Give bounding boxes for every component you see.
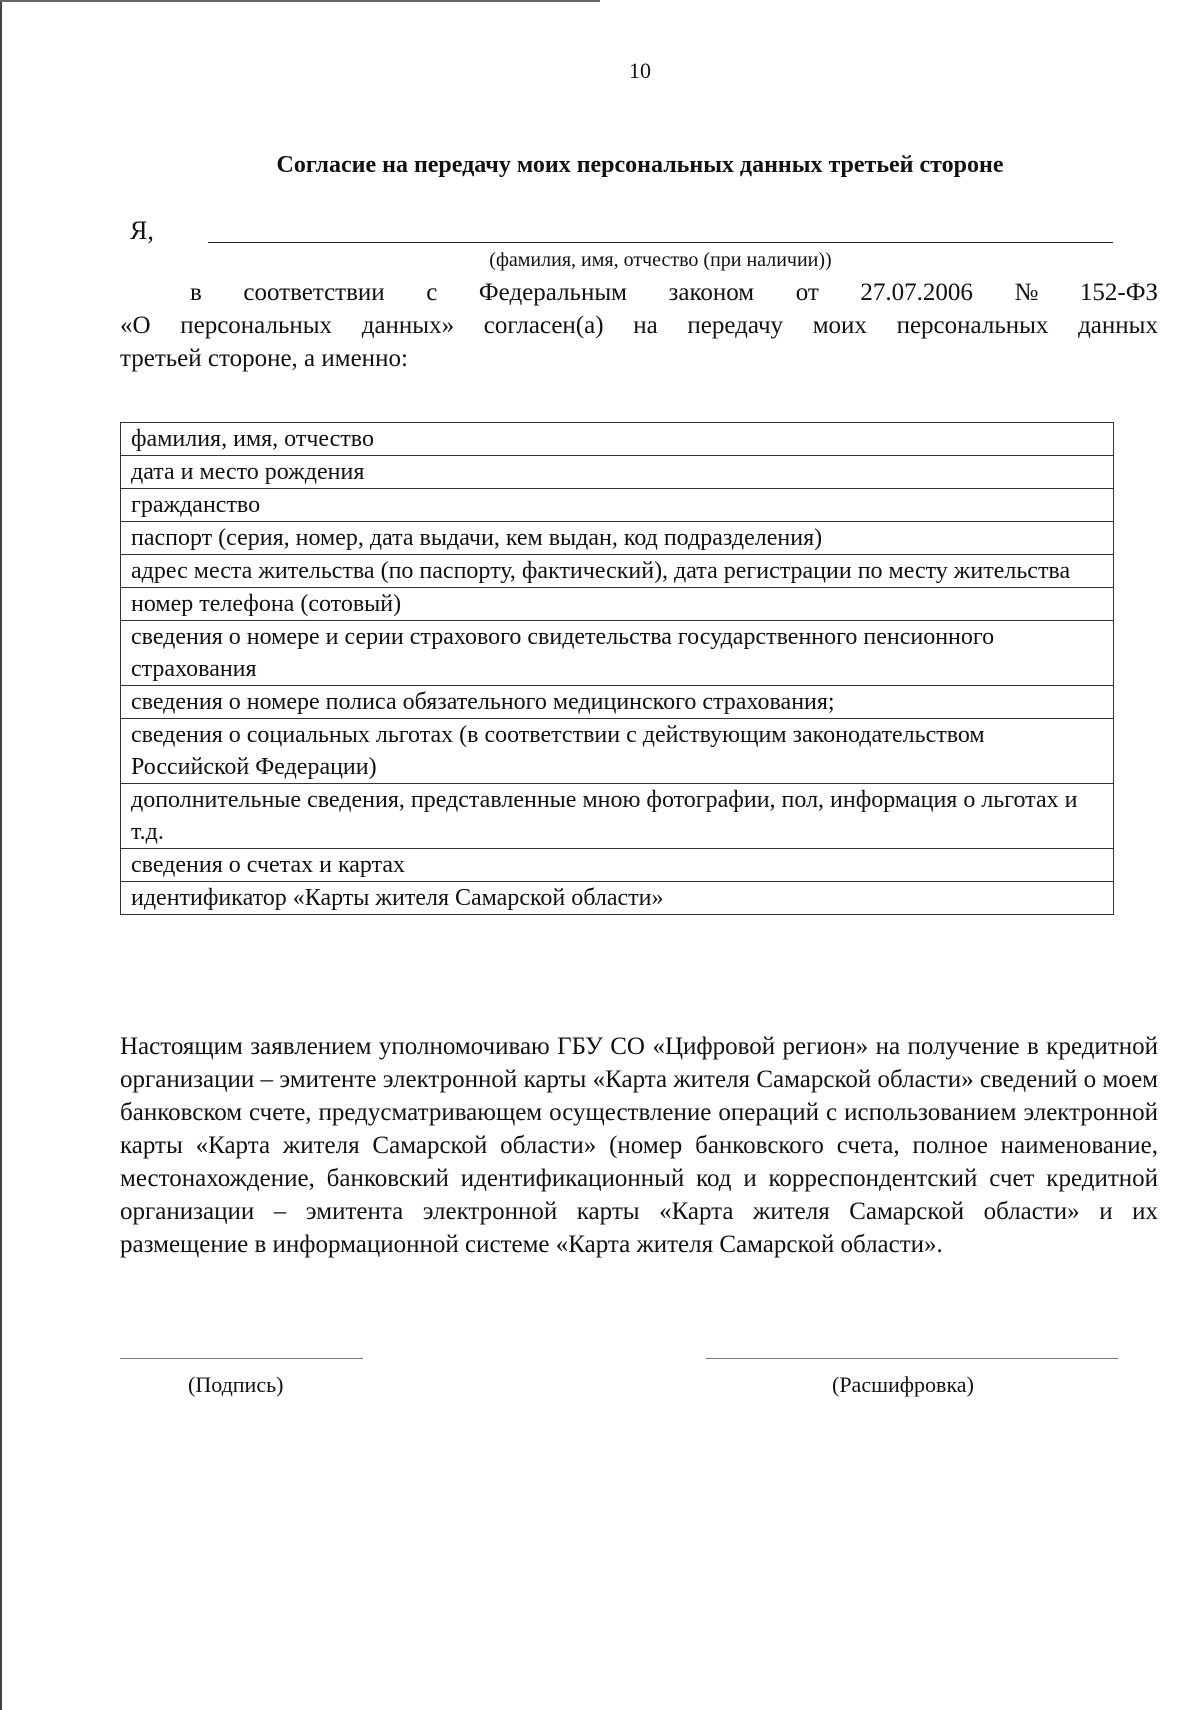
table-row (121, 849, 1114, 882)
table-cell: фамилия, имя, отчество (121, 423, 1114, 456)
table-row (121, 621, 1114, 686)
intro-word: моих (812, 312, 867, 339)
intro-word: 152-ФЗ (1079, 279, 1158, 306)
table-cell: адрес места жительства (по паспорту, фактический), дата регистрации по месту жительства (121, 555, 1114, 588)
intro-word: персональных (896, 312, 1049, 339)
table-row (121, 882, 1114, 915)
table-cell: сведения о счетах и картах (121, 849, 1114, 882)
intro-word: с (426, 279, 438, 306)
intro-line-1 (120, 276, 1158, 309)
table-cell: дата и место рождения (121, 456, 1114, 489)
signature-transcript-caption: (Расшифровка) (832, 1372, 974, 1397)
table-cell: дополнительные сведения, представленные мною фотографии, пол, информация о льготах и т.д. (121, 784, 1114, 849)
intro-paragraph (120, 276, 1158, 375)
intro-word: соответствии (243, 279, 385, 306)
intro-word: персональных (180, 312, 333, 339)
page-edge-top (0, 0, 600, 2)
intro-line-3: третьей стороне, а именно: (120, 345, 408, 372)
table-cell: идентификатор «Карты жителя Самарской области» (121, 882, 1114, 915)
full-name-line (208, 242, 1113, 243)
table-cell: сведения о номере полиса обязательного медицинского страхования; (121, 686, 1114, 719)
table-row (121, 522, 1114, 555)
page-number: 10 (629, 58, 651, 83)
intro-word: Федеральным (478, 279, 627, 306)
intro-word: согласен(а) (483, 312, 604, 339)
intro-word: от (795, 279, 819, 306)
intro-word: № (1014, 279, 1039, 306)
intro-word: 27.07.2006 (860, 279, 973, 306)
intro-word: данных» (361, 312, 455, 339)
table-row (121, 423, 1114, 456)
table-row (121, 686, 1114, 719)
document-title: Согласие на передачу моих персональных данных третьей стороне (276, 152, 1004, 178)
authorization-paragraph: Настоящим заявлением уполномочиваю ГБУ СО «Цифровой регион» на получение в кредитной организации – эмитенте электронной карты «Карта жителя Самарской области» сведений о моем банковском счете, предусматривающем осуществление операций с использованием электронной карты «Карта жителя Самарской области» (номер банковского счета, полное наименование, местонахождение, банковский идентификационный код и корреспондентский счет кредитной организации – эмитента электронной карты «Карта жителя Самарской области» и их размещение в информационной системе «Карта жителя Самарской области». (120, 1033, 1158, 1258)
table-row (121, 784, 1114, 849)
table-row (121, 719, 1114, 784)
full-name-caption: (фамилия, имя, отчество (при наличии)) (489, 249, 832, 271)
personal-data-table (120, 422, 1114, 915)
table-cell: номер телефона (сотовый) (121, 588, 1114, 621)
table-cell: сведения о социальных льготах (в соответствии с действующим законодательством Российской Федерации) (121, 719, 1114, 784)
intro-word: «О (120, 312, 151, 339)
signature-caption: (Подпись) (188, 1372, 284, 1397)
table-cell: гражданство (121, 489, 1114, 522)
intro-line-2 (120, 309, 1158, 342)
signature-line (120, 1358, 363, 1359)
table-row (121, 456, 1114, 489)
page-edge-left (0, 0, 2, 1710)
intro-word: в (190, 279, 202, 306)
table-cell: паспорт (серия, номер, дата выдачи, кем выдан, код подразделения) (121, 522, 1114, 555)
table-row (121, 555, 1114, 588)
table-row (121, 489, 1114, 522)
intro-word: законом (668, 279, 755, 306)
ya-label: Я, (130, 216, 154, 245)
signature-transcript-line (706, 1358, 1118, 1359)
intro-word: на (633, 312, 658, 339)
intro-word: данных (1078, 312, 1158, 339)
table-row (121, 588, 1114, 621)
intro-word: передачу (687, 312, 784, 339)
table-cell: сведения о номере и серии страхового свидетельства государственного пенсионного страхования (121, 621, 1114, 686)
